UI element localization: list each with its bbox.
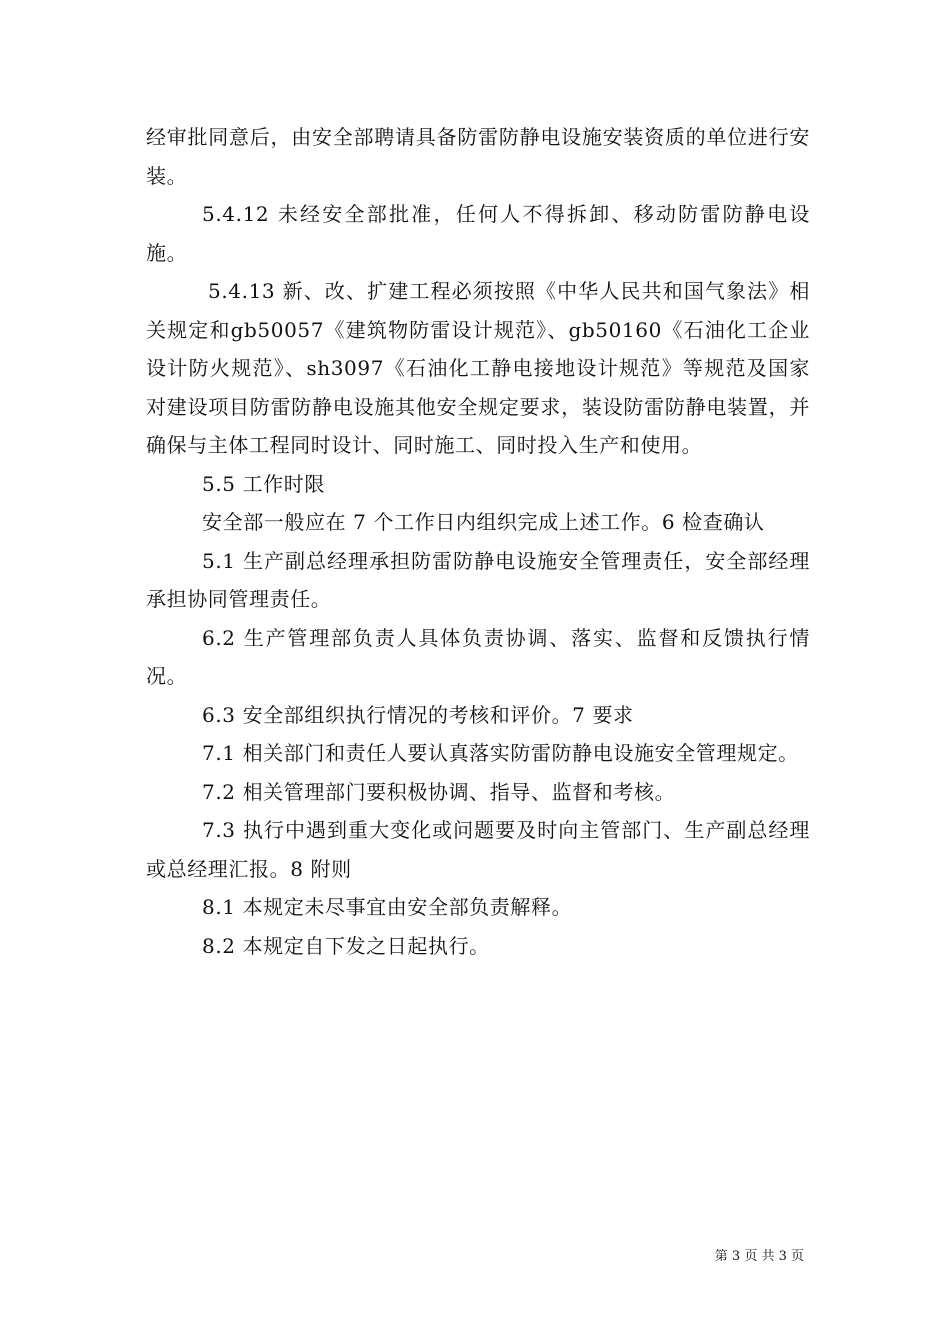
page-number-footer: 第 3 页 共 3 页 [714,1249,804,1264]
paragraph-8-1: 8.1 本规定未尽事宜由安全部负责解释。 [202,895,573,919]
paragraph-install-approval: 经审批同意后，由安全部聘请具备防雷防静电设施安装资质的单位进行安装。 [146,125,810,188]
paragraph-5-1: 5.1 生产副总经理承担防雷防静电设施安全管理责任，安全部经理承担协同管理责任。 [146,548,810,611]
paragraph-7-1: 7.1 相关部门和责任人要认真落实防雷防静电设施安全管理规定。 [202,741,799,765]
paragraph-work-deadline: 安全部一般应在 7 个工作日内组织完成上述工作。6 检查确认 [202,510,765,534]
paragraph-5-5: 5.5 工作时限 [202,471,325,496]
paragraph-5-4-12: 5.4.12 未经安全部批准，任何人不得拆卸、移动防雷防静电设施。 [146,202,810,265]
paragraph-6-2: 6.2 生产管理部负责人具体负责协调、落实、监督和反馈执行情况。 [146,625,810,688]
paragraph-7-3: 7.3 执行中遇到重大变化或问题要及时向主管部门、生产副总经理或总经理汇报。8 附则 [146,818,810,881]
paragraph-5-4-13: 5.4.13 新、改、扩建工程必须按照《中华人民共和国气象法》相关规定和gb50057《建筑物防雷设计规范》、gb50160《石油化工企业设计防火规范》、sh3097《石油化工静电接地设计规范》等规范及国家对建设项目防雷防静电设施其他安全规定要求，装设防雷防静电装置，并确保与主体工程同时设计、同时施工、同时投入生产和使用。 [146,279,810,457]
paragraph-7-2: 7.2 相关管理部门要积极协调、指导、监督和考核。 [202,779,676,804]
paragraph-6-3: 6.3 安全部组织执行情况的考核和评价。7 要求 [202,702,634,727]
paragraph-8-2: 8.2 本规定自下发之日起执行。 [202,933,490,958]
document-body [146,118,810,965]
